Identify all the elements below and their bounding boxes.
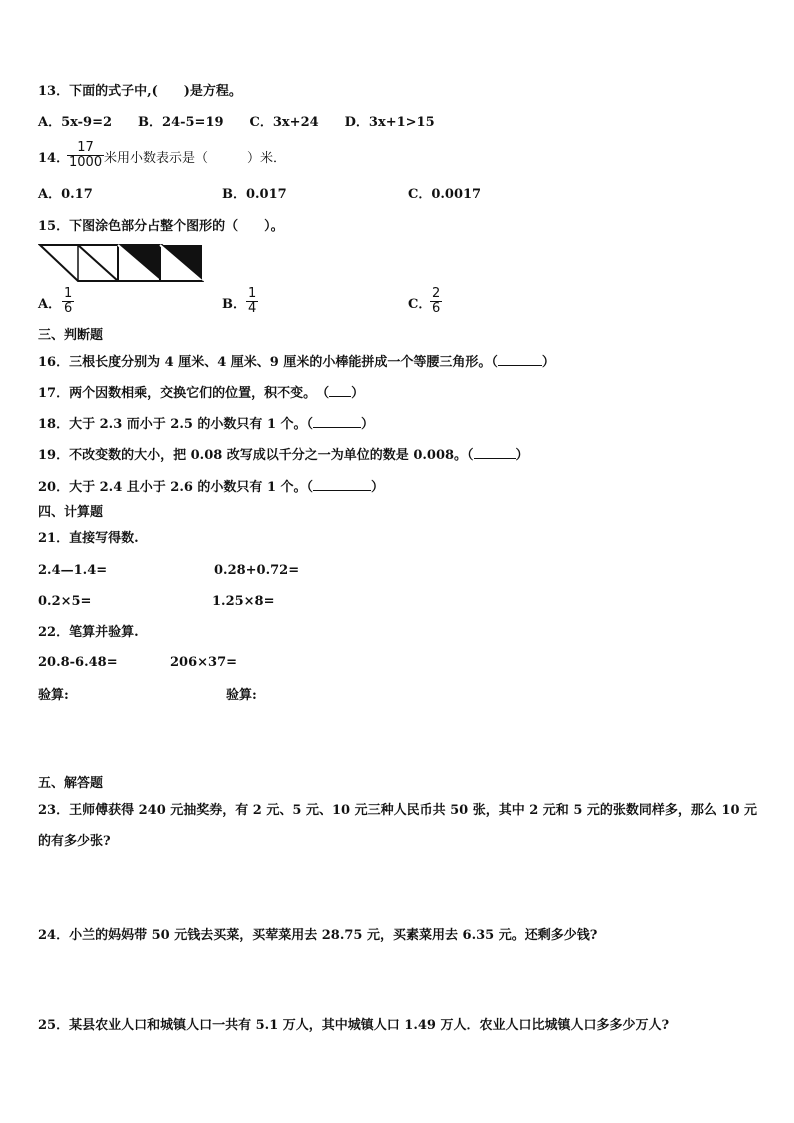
q14-option-b: B．0.017 [222, 187, 287, 202]
q20-text: 20．大于 2.4 且小于 2.6 的小数只有 1 个。（ [38, 480, 314, 495]
fraction-den: 4 [248, 301, 257, 316]
q16-end: ） [541, 355, 555, 370]
q18-end: ） [361, 417, 375, 432]
q22-stem: 22．笔算并验算. [38, 625, 139, 640]
q14-prefix: 14． [38, 151, 70, 166]
q22-check-1: 验算: [38, 688, 69, 703]
q21-expr-1: 2.4—1.4= [38, 563, 108, 578]
q18-text: 18．大于 2.3 而小于 2.5 的小数只有 1 个。（ [38, 417, 314, 432]
q14-fraction [67, 141, 104, 170]
fraction-num: 2 [432, 286, 441, 301]
q15-option-c-fraction [430, 287, 442, 316]
q15-stem: 15．下图涂色部分占整个图形的（ ）。 [38, 219, 284, 234]
q14-option-a: A．0.17 [38, 187, 93, 202]
q15-option-a-label: A． [38, 297, 62, 312]
q20-end: ） [371, 480, 385, 495]
q17-text: 17．两个因数相乘，交换它们的位置，积不变。 （ [38, 386, 330, 401]
q22-check-2: 验算: [226, 688, 257, 703]
fraction-num: 1 [64, 286, 73, 301]
answer-blank[interactable] [313, 427, 361, 428]
q14-option-c: C．0.0017 [408, 187, 482, 202]
q22-expr-2: 206×37= [170, 655, 238, 670]
section-title-judgment: 三、判断题 [38, 328, 104, 343]
fraction-den: 6 [64, 301, 73, 316]
q13-options: A．5x-9=2 B．24-5=19 C．3x+24 D．3x+1>15 [38, 115, 435, 130]
q15-option-a-fraction [62, 287, 74, 316]
q15-option-b-label: B． [222, 297, 246, 312]
q17-end: ） [351, 386, 365, 401]
divider-line [78, 245, 118, 281]
section-title-calculation: 四、计算题 [38, 505, 104, 520]
q14-frac-num: 17 [77, 140, 94, 155]
q14-suffix: 米用小数表示是（ ）米． [104, 151, 287, 166]
q20 [38, 480, 384, 496]
q15-option-c-label: C． [408, 297, 432, 312]
answer-blank[interactable] [474, 458, 516, 459]
q14-frac-den: 1000 [69, 155, 103, 170]
q21-stem: 21．直接写得数. [38, 531, 139, 546]
answer-blank[interactable] [498, 365, 542, 366]
answer-blank[interactable] [329, 396, 351, 397]
q18 [38, 417, 374, 433]
q19-end: ） [515, 448, 529, 463]
q21-expr-4: 1.25×8= [212, 594, 275, 609]
q21-expr-3: 0.2×5= [38, 594, 92, 609]
q15-option-b-fraction [246, 287, 258, 316]
q13-stem: 13．下面的式子中,( )是方程。 [38, 84, 242, 99]
q19-text: 19．不改变数的大小，把 0.08 改写成以千分之一为单位的数是 0.008。（ [38, 448, 474, 463]
q16-text: 16．三根长度分别为 4 厘米、4 厘米、9 厘米的小棒能拼成一个等腰三角形。（ [38, 355, 498, 370]
parallelogram-figure [38, 243, 204, 283]
fraction-den: 6 [432, 301, 441, 316]
answer-blank[interactable] [313, 490, 371, 491]
fraction-num: 1 [248, 286, 257, 301]
q23-line-2: 的有多少张? [38, 834, 111, 849]
q25: 25．某县农业人口和城镇人口一共有 5.1 万人，其中城镇人口 1.49 万人．农业人口比城镇人口多多少万人? [38, 1018, 670, 1033]
q17 [38, 386, 364, 402]
q22-expr-1: 20.8-6.48= [38, 655, 118, 670]
section-title-word-problems: 五、解答题 [38, 776, 104, 791]
q24: 24．小兰的妈妈带 50 元钱去买菜，买荤菜用去 28.75 元，买素菜用去 6.35 元。还剩多少钱? [38, 928, 598, 943]
q21-expr-2: 0.28+0.72= [214, 563, 300, 578]
q23-line-1: 23．王师傅获得 240 元抽奖券，有 2 元、5 元、10 元三种人民币共 50 张，其中 2 元和 5 元的张数同样多，那么 10 元 [38, 803, 758, 818]
q19 [38, 448, 529, 464]
q16 [38, 355, 555, 371]
